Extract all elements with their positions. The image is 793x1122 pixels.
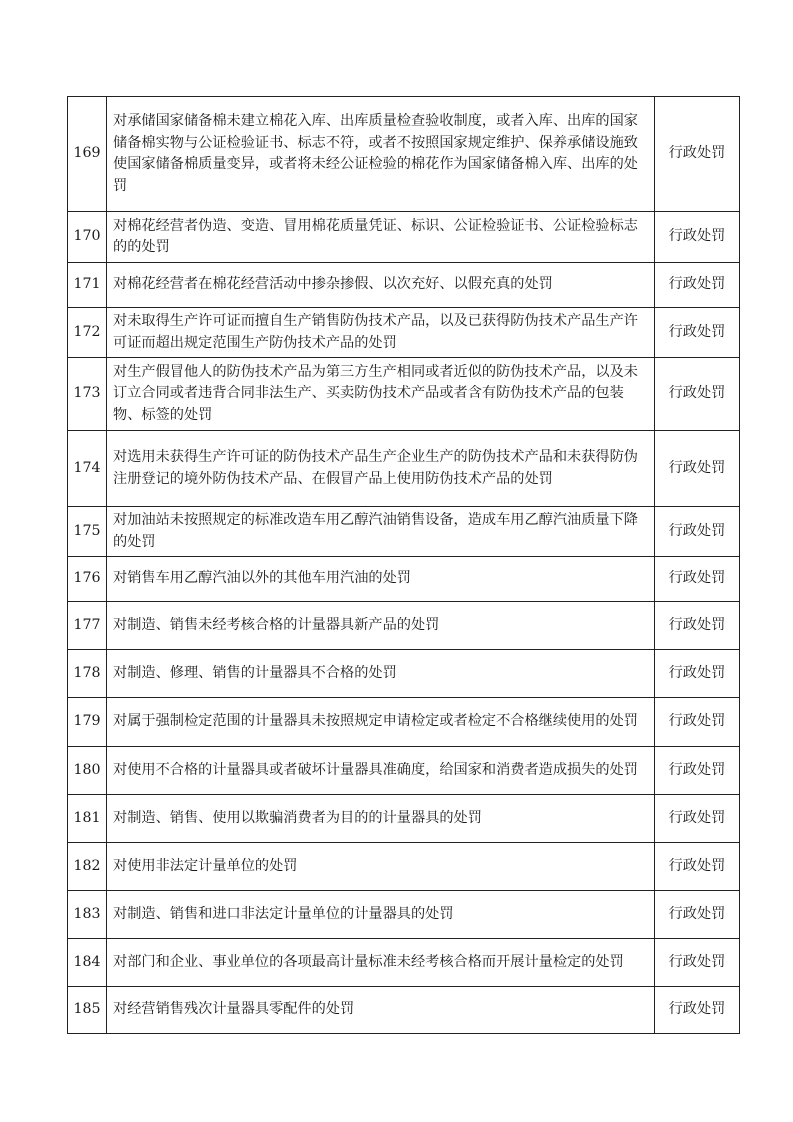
row-description: 对未取得生产许可证而擅自生产销售防伪技术产品，以及已获得防伪技术产品生产许可证而超出规定范围生产防伪技术产品的处罚 (107, 308, 655, 358)
row-number: 174 (68, 431, 107, 507)
row-description: 对承储国家储备棉未建立棉花入库、出库质量检查验收制度，或者入库、出库的国家储备棉实物与公证检验证书、标志不符，或者不按照国家规定维护、保养承储设施致使国家储备棉质量变异，或者将未经公证检验的棉花作为国家储备棉入库、出库的处罚 (107, 97, 655, 212)
row-penalty-type: 行政处罚 (655, 431, 740, 507)
row-number: 178 (68, 650, 107, 698)
row-penalty-type: 行政处罚 (655, 698, 740, 747)
row-description: 对制造、销售、使用以欺骗消费者为目的的计量器具的处罚 (107, 795, 655, 843)
row-number: 182 (68, 843, 107, 891)
table-row (68, 212, 740, 263)
row-description: 对部门和企业、事业单位的各项最高计量标准未经考核合格而开展计量检定的处罚 (107, 939, 655, 987)
row-description: 对使用非法定计量单位的处罚 (107, 843, 655, 891)
row-number: 175 (68, 507, 107, 557)
row-number: 180 (68, 747, 107, 795)
row-number: 185 (68, 987, 107, 1034)
row-description: 对制造、销售未经考核合格的计量器具新产品的处罚 (107, 602, 655, 650)
row-penalty-type: 行政处罚 (655, 795, 740, 843)
row-description: 对棉花经营者在棉花经营活动中掺杂掺假、以次充好、以假充真的处罚 (107, 263, 655, 308)
row-number: 183 (68, 891, 107, 939)
row-number: 184 (68, 939, 107, 987)
row-penalty-type: 行政处罚 (655, 557, 740, 602)
row-description: 对选用未获得生产许可证的防伪技术产品生产企业生产的防伪技术产品和未获得防伪注册登记的境外防伪技术产品、在假冒产品上使用防伪技术产品的处罚 (107, 431, 655, 507)
row-penalty-type: 行政处罚 (655, 650, 740, 698)
row-description: 对制造、修理、销售的计量器具不合格的处罚 (107, 650, 655, 698)
table-row (68, 507, 740, 557)
row-description: 对属于强制检定范围的计量器具未按照规定申请检定或者检定不合格继续使用的处罚 (107, 698, 655, 747)
row-description: 对制造、销售和进口非法定计量单位的计量器具的处罚 (107, 891, 655, 939)
row-description: 对生产假冒他人的防伪技术产品为第三方生产相同或者近似的防伪技术产品，以及未订立合同或者违背合同非法生产、买卖防伪技术产品或者含有防伪技术产品的包装物、标签的处罚 (107, 358, 655, 431)
row-description: 对使用不合格的计量器具或者破坏计量器具准确度，给国家和消费者造成损失的处罚 (107, 747, 655, 795)
table-row (68, 97, 740, 212)
row-penalty-type: 行政处罚 (655, 263, 740, 308)
row-number: 172 (68, 308, 107, 358)
row-description: 对加油站未按照规定的标准改造车用乙醇汽油销售设备，造成车用乙醇汽油质量下降的处罚 (107, 507, 655, 557)
table-row (68, 843, 740, 891)
row-penalty-type: 行政处罚 (655, 358, 740, 431)
table-row (68, 987, 740, 1034)
table-row (68, 795, 740, 843)
row-number: 170 (68, 212, 107, 263)
row-penalty-type: 行政处罚 (655, 97, 740, 212)
table-row (68, 650, 740, 698)
row-penalty-type: 行政处罚 (655, 843, 740, 891)
penalty-table (67, 96, 740, 1034)
table-row (68, 308, 740, 358)
row-penalty-type: 行政处罚 (655, 891, 740, 939)
table-row (68, 602, 740, 650)
row-description: 对棉花经营者伪造、变造、冒用棉花质量凭证、标识、公证检验证书、公证检验标志的的处罚 (107, 212, 655, 263)
row-penalty-type: 行政处罚 (655, 602, 740, 650)
row-number: 181 (68, 795, 107, 843)
row-penalty-type: 行政处罚 (655, 987, 740, 1034)
table-row (68, 431, 740, 507)
table-row (68, 698, 740, 747)
row-penalty-type: 行政处罚 (655, 939, 740, 987)
table-row (68, 263, 740, 308)
table-row (68, 939, 740, 987)
row-penalty-type: 行政处罚 (655, 308, 740, 358)
table-row (68, 557, 740, 602)
row-penalty-type: 行政处罚 (655, 507, 740, 557)
table-row (68, 747, 740, 795)
row-number: 177 (68, 602, 107, 650)
row-number: 171 (68, 263, 107, 308)
row-description: 对经营销售残次计量器具零配件的处罚 (107, 987, 655, 1034)
row-penalty-type: 行政处罚 (655, 212, 740, 263)
row-description: 对销售车用乙醇汽油以外的其他车用汽油的处罚 (107, 557, 655, 602)
row-number: 179 (68, 698, 107, 747)
row-number: 169 (68, 97, 107, 212)
table-row (68, 891, 740, 939)
row-number: 173 (68, 358, 107, 431)
row-number: 176 (68, 557, 107, 602)
row-penalty-type: 行政处罚 (655, 747, 740, 795)
table-row (68, 358, 740, 431)
